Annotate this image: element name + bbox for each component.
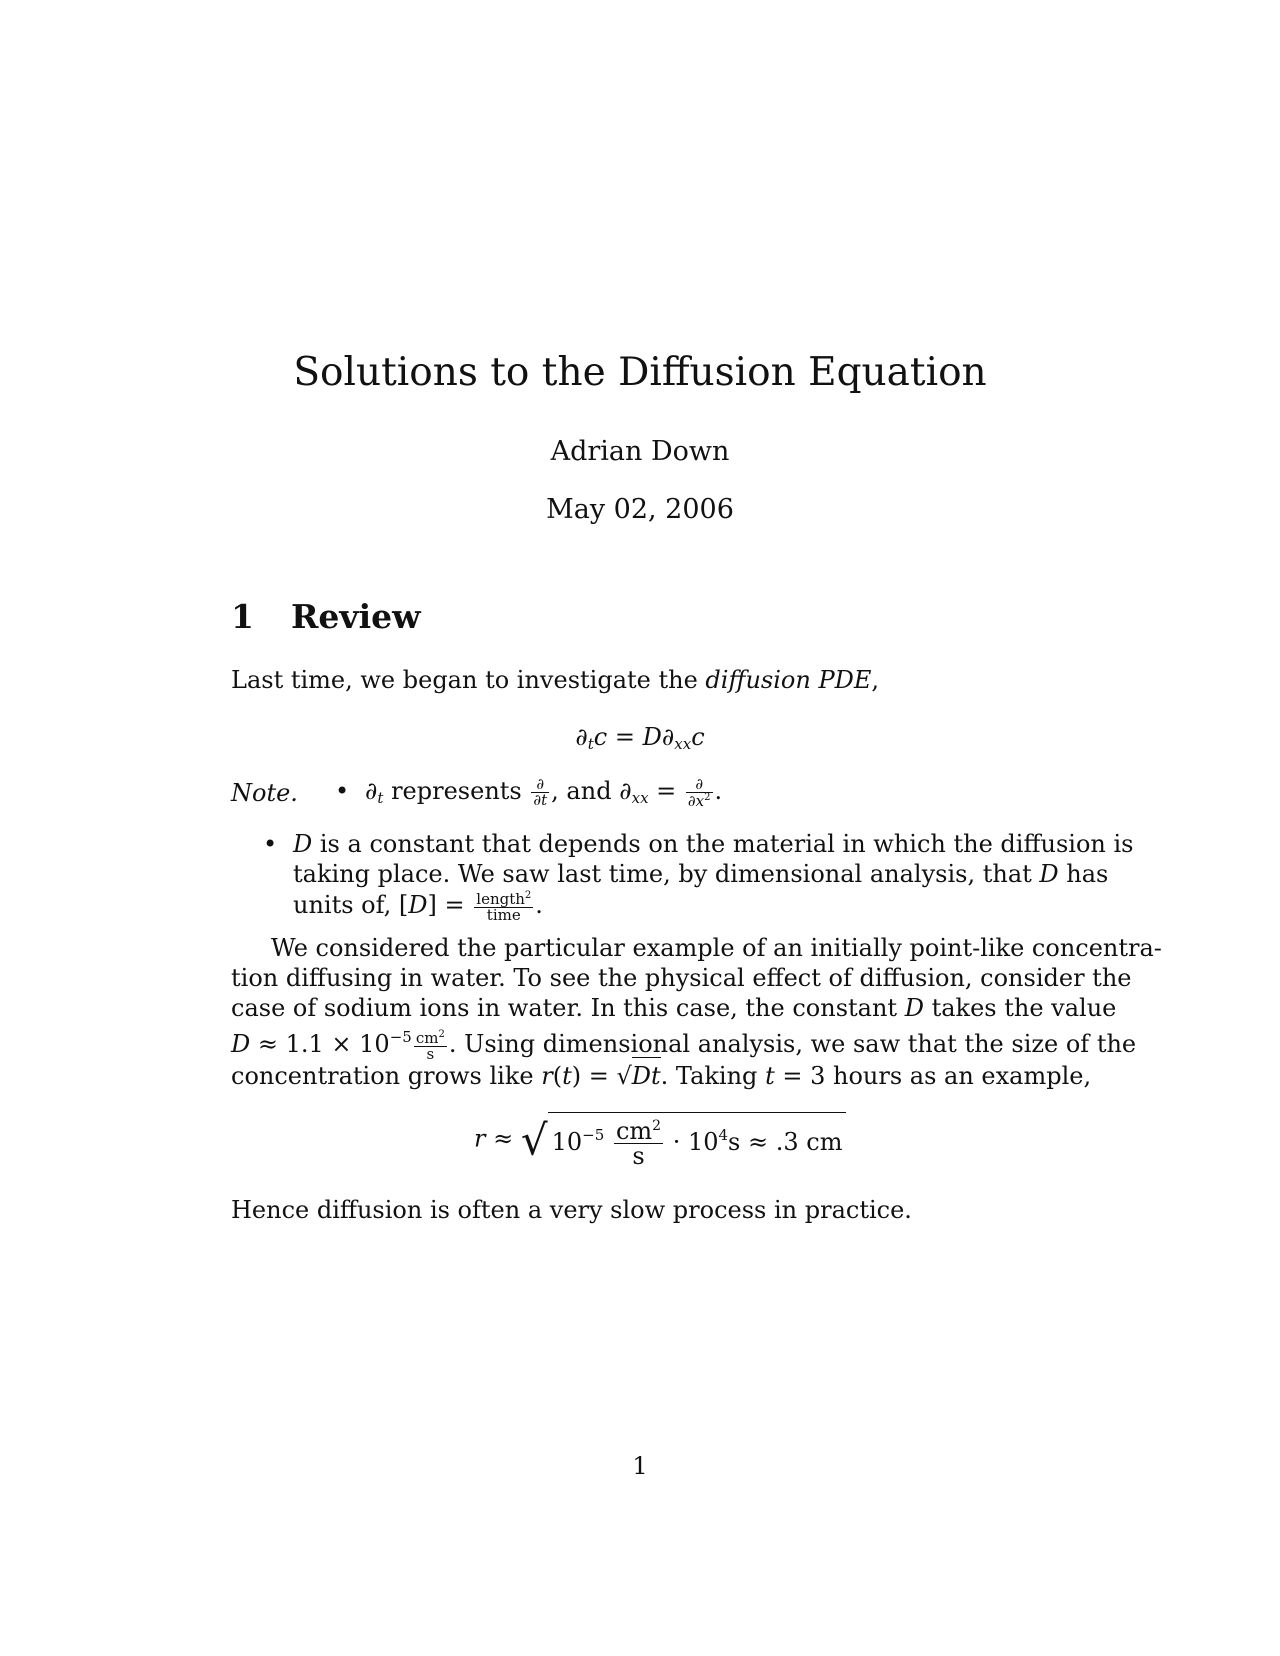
intro-line (231, 665, 879, 695)
para-line5-c: ) = (571, 1062, 617, 1090)
note-bullet-2: • D is a constant that depends on the material in which the diffusion is (263, 830, 1134, 858)
page-number: 1 (632, 1452, 648, 1480)
author: Adrian Down (550, 436, 730, 467)
equation-diffusion: $\partial_tc = D\partial_{xx}c$ (575, 723, 705, 753)
paragraph-line-5: concentration grows like r(t) = √Dt. Taking t = 3 hours as an example, (231, 1057, 1091, 1091)
paragraph-line-2 (231, 963, 1131, 993)
bullet2-line2-tail: has (1058, 860, 1109, 888)
para-line2: tion diffusing in water. To see the physical effect of diffusion, consider the (231, 964, 1132, 992)
para-line3: case of sodium ions in water. In this case, the constant (231, 994, 905, 1022)
note-line (231, 778, 298, 808)
paper-title: Solutions to the Diffusion Equation (293, 350, 987, 395)
intro-tail: , (871, 666, 879, 694)
para-line4-b: . Using dimensional analysis, we saw that the size of the (448, 1030, 1137, 1058)
bullet2-line3-mid: ] = (427, 891, 473, 919)
para-line5-b: ( (552, 1062, 563, 1090)
note-bullet-2-line3: units of, [D] = $\frac{length^2}{\text{time}}$ . (293, 889, 543, 924)
bullet2-line2: taking place. We saw last time, by dimensional analysis, that (293, 860, 1040, 888)
date: May 02, 2006 (546, 494, 734, 525)
para-line5-e: = 3 hours as an example, (774, 1062, 1092, 1090)
para-line5-d: . Taking (660, 1062, 766, 1090)
para-line3-tail: takes the value (923, 994, 1117, 1022)
bullet2-line1: is a constant that depends on the material in which the diffusion is (312, 830, 1134, 858)
section-number: 1 (231, 597, 254, 636)
intro-text: Last time, we began to investigate the (231, 666, 706, 694)
equation-r-estimate: r ≈ √ $10^{-5}$ $\frac{cm^2}{s}$ · $10^4s \approx .3$ cm (474, 1112, 846, 1168)
note-bullet-2-line2: taking place. We saw last time, by dimensional analysis, that D has (293, 860, 1109, 888)
note-bullet-1: • $\partial_t$ represents $\frac{\partial}{\partial t}$ , and $\partial_{xx}$ = $\frac{\partial}{\partial x^2}$ . (335, 774, 723, 810)
bullet2-line3: units of, [ (293, 891, 409, 919)
paragraph-line-1 (271, 933, 1162, 963)
section-title: Review (291, 597, 421, 636)
eq2-exp: −5 (582, 1126, 605, 1144)
para-line4-a: ≈ 1.1 × 10 (250, 1030, 390, 1058)
paragraph-line-3: case of sodium ions in water. In this case, the constant D takes the value (231, 994, 1117, 1022)
frac-numerator: length (476, 889, 525, 908)
eq2-unit-den: s (614, 1143, 663, 1168)
note-label: Note. (231, 779, 298, 807)
eq2-unit-num: cm (615, 1117, 653, 1145)
para-line5-a: concentration grows like (231, 1062, 542, 1090)
section-heading (231, 597, 421, 636)
eq2-tail-b: s ≈ .3 cm (728, 1128, 843, 1156)
paragraph-line-4: $D \approx 1.1 \times 10^{-5}$ $\frac{cm^2}{s}$ . Using dimensional analysis, we saw that the size of the (231, 1028, 1137, 1063)
eq2-ten: 10 (551, 1128, 583, 1156)
and-text: , and ∂ (551, 777, 632, 805)
xx-subscript: xx (631, 789, 649, 807)
represents-text: represents (383, 777, 530, 805)
para-line1: We considered the particular example of an initially point-like concentra- (271, 934, 1162, 962)
eq2-tail: · 10 (672, 1128, 719, 1156)
frac-denominator: time (474, 907, 533, 923)
conclusion: Hence diffusion is often a very slow process in practice. (231, 1196, 912, 1224)
intro-emphasis: diffusion PDE (705, 666, 872, 694)
eq2-tail-exp: 4 (718, 1126, 729, 1144)
